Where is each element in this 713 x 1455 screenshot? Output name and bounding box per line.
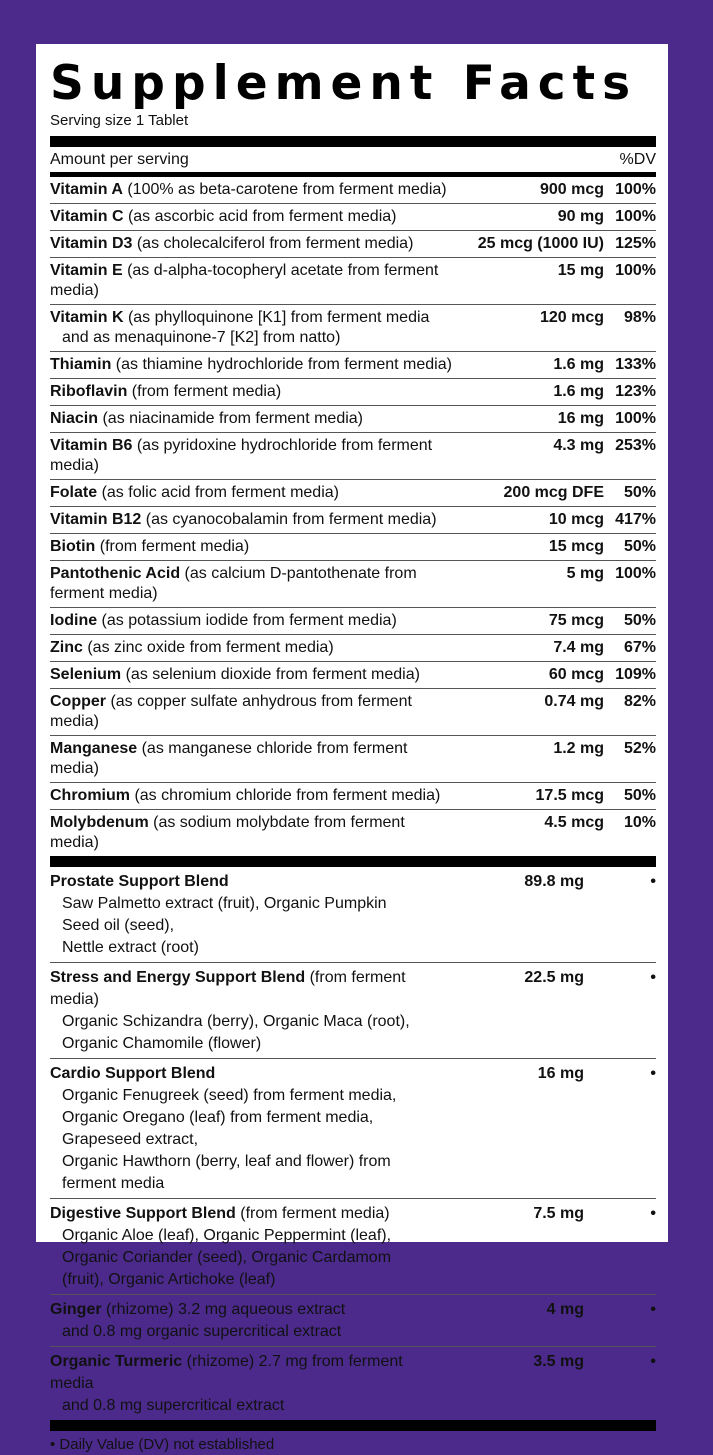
nutrient-row — [50, 810, 656, 856]
blend-amount: 3.5 mg — [533, 1353, 584, 1370]
nutrient-name: Vitamin B6 — [50, 437, 133, 454]
blend-dv-marker: • — [650, 1065, 656, 1082]
blend-amount: 16 mg — [537, 1065, 584, 1082]
nutrient-dv: 52% — [623, 740, 656, 757]
nutrient-amount: 5 mg — [566, 565, 604, 582]
nutrient-name: Iodine — [50, 612, 98, 629]
supplement-facts-panel — [50, 56, 656, 1453]
nutrient-name-cell — [50, 382, 454, 402]
nutrient-list — [50, 177, 656, 856]
nutrient-amount: 60 mcg — [548, 666, 604, 683]
blend-source: (rhizome) 2.7 mg from ferment media — [50, 1353, 403, 1392]
nutrient-amount: 10 mcg — [548, 511, 604, 528]
nutrient-amount: 120 mcg — [539, 309, 604, 326]
nutrient-dv: 100% — [615, 565, 656, 582]
dv-header-label: %DV — [619, 150, 656, 168]
nutrient-dv: 50% — [623, 484, 656, 501]
blend-name: Cardio Support Blend — [50, 1065, 216, 1082]
amount-per-serving-label: Amount per serving — [50, 150, 189, 168]
nutrient-name: Copper — [50, 693, 106, 710]
nutrient-name: Vitamin B12 — [50, 511, 142, 528]
nutrient-amount: 17.5 mcg — [535, 787, 604, 804]
blend-name-cell — [50, 1351, 424, 1417]
blend-name: Stress and Energy Support Blend — [50, 969, 306, 986]
blend-list — [50, 867, 656, 1420]
blend-name: Ginger — [50, 1301, 102, 1318]
nutrient-source: (as ascorbic acid from ferment media) — [123, 208, 397, 225]
nutrient-name: Vitamin D3 — [50, 235, 133, 252]
supplement-label — [36, 44, 668, 1453]
nutrient-name-cell — [50, 483, 454, 503]
blend-dv-marker: • — [650, 873, 656, 890]
nutrient-dv: 100% — [615, 181, 656, 198]
nutrient-dv: 50% — [623, 787, 656, 804]
blend-source: (from ferment media) — [50, 969, 406, 1008]
blend-ingredients: Organic Fenugreek (seed) from ferment media, — [62, 1087, 397, 1104]
nutrient-source: (as manganese chloride from ferment media) — [50, 740, 408, 777]
nutrient-source: (from ferment media) — [127, 383, 282, 400]
nutrient-row — [50, 635, 656, 662]
nutrient-row — [50, 689, 656, 736]
footnote: • Daily Value (DV) not established — [50, 1436, 275, 1453]
nutrient-name: Vitamin A — [50, 181, 123, 198]
nutrient-name-cell — [50, 537, 454, 557]
blend-row — [50, 963, 656, 1059]
nutrient-row — [50, 177, 656, 204]
blend-name: Prostate Support Blend — [50, 873, 229, 890]
blend-row — [50, 867, 656, 963]
nutrient-name-cell — [50, 261, 454, 301]
nutrient-name-cell — [50, 638, 454, 658]
nutrient-name-cell — [50, 308, 454, 348]
nutrient-source: (as cyanocobalamin from ferment media) — [141, 511, 437, 528]
nutrient-amount: 15 mcg — [548, 538, 604, 555]
blend-dv-marker: • — [650, 1301, 656, 1318]
nutrient-name-cell — [50, 207, 454, 227]
blend-ingredients: Organic Aloe (leaf), Organic Peppermint (leaf), — [62, 1227, 392, 1244]
nutrient-amount: 4.5 mcg — [544, 814, 604, 831]
header-row — [50, 147, 656, 172]
nutrient-name: Riboflavin — [50, 383, 128, 400]
nutrient-row — [50, 379, 656, 406]
nutrient-name-cell — [50, 355, 454, 375]
nutrient-row — [50, 231, 656, 258]
nutrient-source: (as copper sulfate anhydrous from ferment media) — [50, 693, 412, 730]
nutrient-name-cell — [50, 436, 454, 476]
blend-ingredients: Nettle extract (root) — [62, 939, 199, 956]
blend-name: Organic Turmeric — [50, 1353, 183, 1370]
nutrient-dv: 82% — [623, 693, 656, 710]
nutrient-source: (as thiamine hydrochloride from ferment media) — [111, 356, 452, 373]
nutrient-amount: 200 mcg DFE — [503, 484, 604, 501]
blend-amount: 22.5 mg — [524, 969, 584, 986]
nutrient-row — [50, 204, 656, 231]
blend-name: Digestive Support Blend — [50, 1205, 236, 1222]
divider-thick — [50, 136, 656, 147]
nutrient-source: (as niacinamide from ferment media) — [98, 410, 363, 427]
blend-row — [50, 1347, 656, 1420]
nutrient-source: (as zinc oxide from ferment media) — [82, 639, 334, 656]
nutrient-amount: 0.74 mg — [544, 693, 604, 710]
blend-name-cell — [50, 871, 424, 959]
nutrient-dv: 417% — [615, 511, 656, 528]
blend-name-cell — [50, 1203, 424, 1291]
blend-dv-marker: • — [650, 1205, 656, 1222]
divider-thick — [50, 856, 656, 867]
nutrient-row — [50, 561, 656, 608]
nutrient-row — [50, 534, 656, 561]
nutrient-row — [50, 662, 656, 689]
blend-ingredients: and 0.8 mg supercritical extract — [62, 1397, 285, 1414]
nutrient-source: (as sodium molybdate from ferment media) — [50, 814, 405, 851]
nutrient-name-cell — [50, 813, 454, 853]
blend-name-cell — [50, 1299, 424, 1343]
blend-row — [50, 1295, 656, 1347]
nutrient-amount: 25 mcg (1000 IU) — [477, 235, 604, 252]
blend-ingredients: Organic Schizandra (berry), Organic Maca (root), — [62, 1013, 410, 1030]
nutrient-name: Vitamin E — [50, 262, 123, 279]
nutrient-name: Chromium — [50, 787, 130, 804]
nutrient-name-cell — [50, 510, 454, 530]
nutrient-amount: 75 mcg — [548, 612, 604, 629]
nutrient-dv: 253% — [615, 437, 656, 454]
nutrient-amount: 15 mg — [557, 262, 604, 279]
nutrient-dv: 50% — [623, 612, 656, 629]
blend-row — [50, 1199, 656, 1295]
nutrient-dv: 98% — [623, 309, 656, 326]
blend-ingredients: and 0.8 mg organic supercritical extract — [62, 1323, 342, 1340]
nutrient-source: (as potassium iodide from ferment media) — [97, 612, 397, 629]
nutrient-dv: 100% — [615, 410, 656, 427]
nutrient-name-cell — [50, 180, 454, 200]
nutrient-row — [50, 305, 656, 352]
nutrient-name: Zinc — [50, 639, 83, 656]
blend-source: (from ferment media) — [235, 1205, 390, 1222]
blend-name-cell — [50, 967, 424, 1055]
nutrient-name-cell — [50, 564, 454, 604]
nutrient-row — [50, 433, 656, 480]
nutrient-dv: 100% — [615, 208, 656, 225]
blend-amount: 89.8 mg — [524, 873, 584, 890]
blend-amount: 4 mg — [546, 1301, 584, 1318]
blend-dv-marker: • — [650, 1353, 656, 1370]
nutrient-name-cell — [50, 234, 454, 254]
nutrient-amount: 1.6 mg — [553, 383, 604, 400]
nutrient-source: (from ferment media) — [95, 538, 250, 555]
nutrient-amount: 16 mg — [557, 410, 604, 427]
nutrient-name-cell — [50, 665, 454, 685]
nutrient-name: Vitamin K — [50, 309, 124, 326]
blend-source: (rhizome) 3.2 mg aqueous extract — [101, 1301, 346, 1318]
divider-thick — [50, 1420, 656, 1431]
blend-ingredients: Organic Coriander (seed), Organic Cardamom (fruit), Organic Artichoke (leaf) — [62, 1249, 392, 1288]
blend-ingredients: Organic Chamomile (flower) — [62, 1035, 262, 1052]
nutrient-source: (as phylloquinone [K1] from ferment media — [123, 309, 430, 326]
nutrient-amount: 4.3 mg — [553, 437, 604, 454]
nutrient-name-cell — [50, 786, 454, 806]
nutrient-name: Molybdenum — [50, 814, 149, 831]
nutrient-name: Biotin — [50, 538, 96, 555]
nutrient-source: (100% as beta-carotene from ferment media) — [122, 181, 447, 198]
nutrient-source: (as d-alpha-tocopheryl acetate from ferment media) — [50, 262, 439, 299]
nutrient-amount: 1.2 mg — [553, 740, 604, 757]
nutrient-amount: 90 mg — [557, 208, 604, 225]
nutrient-dv: 67% — [623, 639, 656, 656]
nutrient-dv: 10% — [623, 814, 656, 831]
serving-size: Serving size 1 Tablet — [50, 112, 189, 129]
nutrient-dv: 50% — [623, 538, 656, 555]
nutrient-dv: 109% — [615, 666, 656, 683]
nutrient-name: Niacin — [50, 410, 99, 427]
nutrient-name-cell — [50, 611, 454, 631]
nutrient-source: (as selenium dioxide from ferment media) — [121, 666, 420, 683]
nutrient-amount: 7.4 mg — [553, 639, 604, 656]
blend-ingredients: Organic Hawthorn (berry, leaf and flower) from ferment media — [62, 1153, 391, 1192]
nutrient-name-cell — [50, 692, 454, 732]
nutrient-dv: 100% — [615, 262, 656, 279]
panel-title: Supplement Facts — [50, 56, 638, 111]
nutrient-source: (as chromium chloride from ferment media) — [130, 787, 441, 804]
nutrient-row — [50, 507, 656, 534]
blend-row — [50, 1059, 656, 1199]
nutrient-source: (as cholecalciferol from ferment media) — [132, 235, 414, 252]
blend-ingredients: Organic Oregano (leaf) from ferment media, Grapeseed extract, — [62, 1109, 374, 1148]
nutrient-name: Vitamin C — [50, 208, 124, 225]
nutrient-row — [50, 352, 656, 379]
nutrient-amount: 1.6 mg — [553, 356, 604, 373]
nutrient-name: Folate — [50, 484, 98, 501]
nutrient-name: Thiamin — [50, 356, 112, 373]
nutrient-row — [50, 258, 656, 305]
nutrient-name-cell — [50, 409, 454, 429]
nutrient-dv: 123% — [615, 383, 656, 400]
nutrient-row — [50, 480, 656, 507]
nutrient-row — [50, 608, 656, 635]
nutrient-row — [50, 783, 656, 810]
nutrient-source: (as calcium D-pantothenate from ferment media) — [50, 565, 417, 602]
blend-amount: 7.5 mg — [533, 1205, 584, 1222]
nutrient-name: Manganese — [50, 740, 138, 757]
nutrient-amount: 900 mcg — [539, 181, 604, 198]
nutrient-name: Selenium — [50, 666, 122, 683]
nutrient-source-continued: and as menaquinone-7 [K2] from natto) — [62, 329, 341, 346]
nutrient-dv: 133% — [615, 356, 656, 373]
blend-name-cell — [50, 1063, 424, 1195]
nutrient-dv: 125% — [615, 235, 656, 252]
nutrient-name: Pantothenic Acid — [50, 565, 181, 582]
nutrient-name-cell — [50, 739, 454, 779]
blend-ingredients: Saw Palmetto extract (fruit), Organic Pumpkin Seed oil (seed), — [62, 895, 387, 934]
nutrient-row — [50, 406, 656, 433]
blend-dv-marker: • — [650, 969, 656, 986]
nutrient-source: (as pyridoxine hydrochloride from ferment media) — [50, 437, 433, 474]
nutrient-source: (as folic acid from ferment media) — [97, 484, 339, 501]
nutrient-row — [50, 736, 656, 783]
